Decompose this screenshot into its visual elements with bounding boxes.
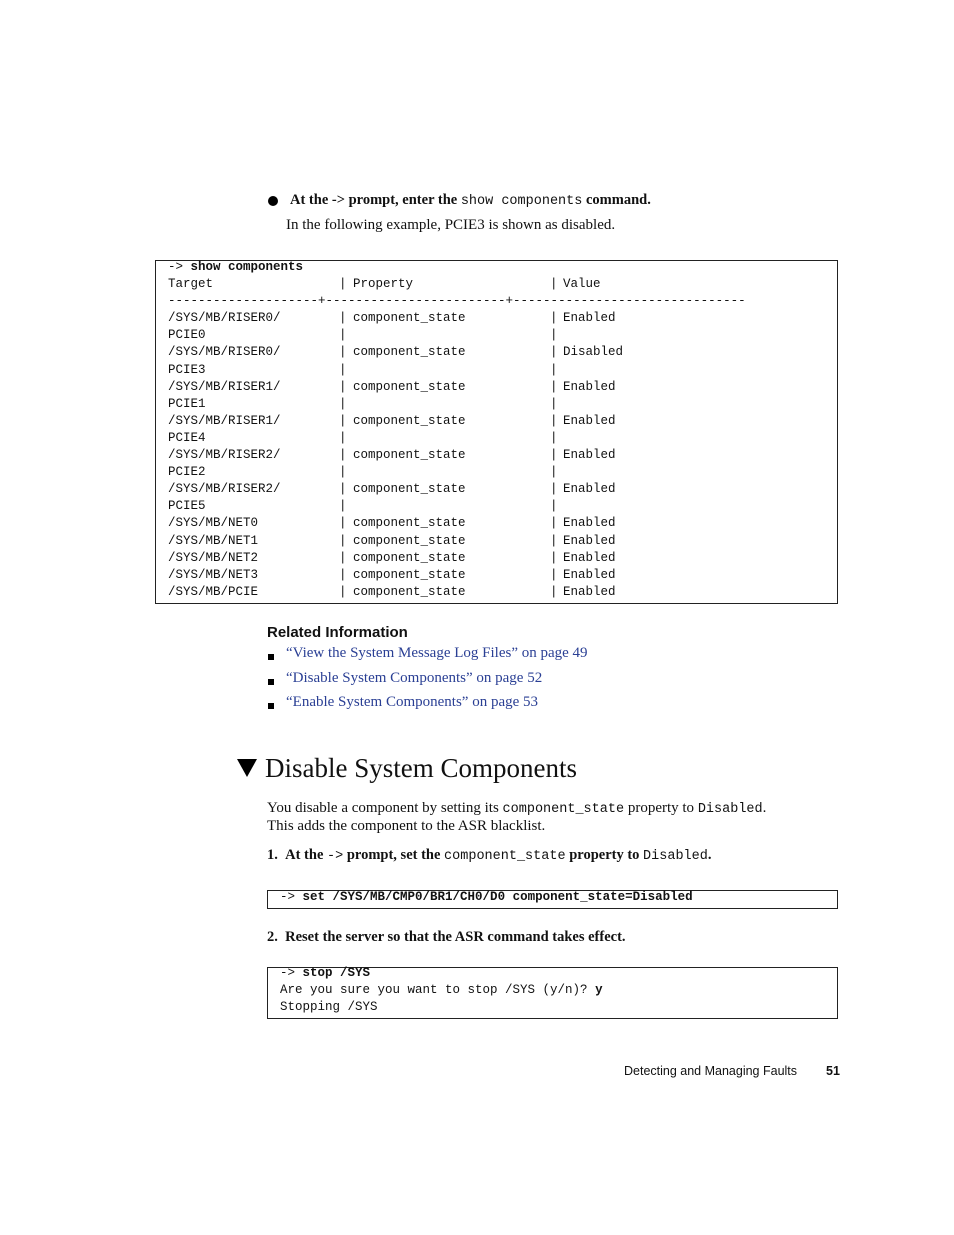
table-cell-value: Enabled	[563, 585, 616, 599]
step-number: 1.	[267, 847, 278, 863]
bullet-dot-icon	[268, 196, 278, 206]
table-column-divider: |	[550, 568, 558, 582]
table-column-divider: |	[550, 551, 558, 565]
table-cell-value: Enabled	[563, 551, 616, 565]
code-output: Are you sure you want to stop /SYS (y/n)?	[280, 983, 596, 997]
para-text: You disable a component by setting its	[267, 800, 503, 816]
table-cell-target: /SYS/MB/RISER0/	[168, 345, 281, 359]
table-cell-value: Enabled	[563, 568, 616, 582]
table-cell-target: /SYS/MB/RISER0/	[168, 311, 281, 325]
table-separator: --------------------+------------------------+-------------------------------	[168, 294, 746, 309]
table-cell-target: PCIE2	[168, 465, 206, 479]
step-text: prompt, set the	[343, 847, 445, 863]
table-cell-target: /SYS/MB/NET0	[168, 516, 259, 530]
table-cell-property: component_state	[353, 311, 466, 325]
table-cell-target: /SYS/MB/RISER2/	[168, 448, 281, 462]
table-cell-property: component_state	[353, 380, 466, 394]
table-cell-property: component_state	[353, 568, 466, 582]
table-cell-property: component_state	[353, 585, 466, 599]
table-cell-target: /SYS/MB/NET3	[168, 568, 259, 582]
related-link-view-log[interactable]: “View the System Message Log Files” on page 49	[286, 645, 588, 661]
code-command: stop /SYS	[302, 966, 371, 980]
code-stop-question-line	[280, 982, 603, 999]
step-2	[267, 929, 626, 946]
footer-page-number: 51	[826, 1064, 840, 1078]
table-cell-value: Enabled	[563, 482, 616, 496]
table-column-divider: |	[550, 482, 558, 496]
code-command: show components	[190, 260, 304, 274]
table-cell-target: /SYS/MB/NET2	[168, 551, 259, 565]
table-column-divider: |	[339, 534, 347, 548]
intro-note: In the following example, PCIE3 is shown as disabled.	[286, 217, 616, 233]
code-prompt: ->	[280, 966, 296, 980]
table-column-divider: |	[550, 328, 558, 342]
code-prompt: ->	[280, 890, 296, 904]
table-cell-target: /SYS/MB/RISER2/	[168, 482, 281, 496]
table-column-divider: |	[550, 448, 558, 462]
table-column-divider: |	[550, 431, 558, 445]
table-cell-target: PCIE0	[168, 328, 206, 342]
table-header-target: Target	[168, 277, 214, 291]
square-bullet-icon	[268, 703, 274, 709]
table-cell-property: component_state	[353, 482, 466, 496]
table-cell-target: PCIE3	[168, 363, 206, 377]
table-column-divider: |	[550, 534, 558, 548]
table-cell-value: Enabled	[563, 380, 616, 394]
table-column-divider: |	[550, 585, 558, 599]
step-text: .	[707, 847, 712, 863]
code-set-line	[280, 889, 693, 906]
table-column-divider: |	[550, 345, 558, 359]
table-cell-property: component_state	[353, 345, 466, 359]
table-cell-target: /SYS/MB/RISER1/	[168, 380, 281, 394]
code-answer: y	[595, 983, 603, 997]
table-column-divider: |	[550, 363, 558, 377]
step-code-property: component_state	[444, 849, 566, 864]
table-cell-property: component_state	[353, 448, 466, 462]
table-cell-target: PCIE1	[168, 397, 206, 411]
table-column-divider: |	[339, 551, 347, 565]
table-column-divider: |	[339, 465, 347, 479]
table-cell-target: /SYS/MB/NET1	[168, 534, 259, 548]
step-text: property to	[565, 847, 644, 863]
triangle-down-icon	[237, 759, 257, 777]
table-cell-property: component_state	[353, 534, 466, 548]
table-cell-value: Disabled	[563, 345, 624, 359]
section-paragraph-line1	[267, 799, 766, 819]
table-column-divider: |	[339, 414, 347, 428]
table-cell-target: /SYS/MB/PCIE	[168, 585, 259, 599]
table-column-divider: |	[339, 585, 347, 599]
code-prompt: ->	[168, 260, 184, 274]
code-stop-line	[280, 965, 370, 982]
table-cell-value: Enabled	[563, 414, 616, 428]
table-header-property: Property	[353, 277, 414, 291]
step-code-prompt: ->	[327, 849, 344, 864]
para-text: property to	[624, 800, 698, 816]
code-show-command-line	[168, 259, 303, 276]
table-cell-property: component_state	[353, 414, 466, 428]
table-cell-value: Enabled	[563, 448, 616, 462]
related-info-title: Related Information	[267, 624, 408, 641]
table-column-divider: |	[550, 499, 558, 513]
code-command: set /SYS/MB/CMP0/BR1/CH0/D0 component_state=Disabled	[302, 890, 693, 904]
step-1	[267, 847, 711, 864]
intro-step-prefix: At the -> prompt, enter the	[290, 192, 461, 208]
step-text: At the	[285, 847, 328, 863]
square-bullet-icon	[268, 654, 274, 660]
section-heading	[237, 753, 577, 784]
section-paragraph-line2: This adds the component to the ASR blacklist.	[267, 818, 546, 834]
step-code-value: Disabled	[643, 849, 708, 864]
table-column-divider: |	[550, 311, 558, 325]
table-cell-property: component_state	[353, 516, 466, 530]
table-cell-target: PCIE5	[168, 499, 206, 513]
table-cell-value: Enabled	[563, 516, 616, 530]
table-column-divider: |	[339, 277, 347, 291]
section-heading-text: Disable System Components	[265, 753, 577, 783]
intro-step-suffix: command.	[582, 192, 651, 208]
table-column-divider: |	[339, 311, 347, 325]
table-column-divider: |	[339, 345, 347, 359]
table-column-divider: |	[339, 482, 347, 496]
table-cell-target: /SYS/MB/RISER1/	[168, 414, 281, 428]
table-column-divider: |	[339, 380, 347, 394]
table-column-divider: |	[339, 363, 347, 377]
table-column-divider: |	[339, 431, 347, 445]
table-column-divider: |	[550, 277, 558, 291]
code-stop-output-line: Stopping /SYS	[280, 1000, 378, 1014]
square-bullet-icon	[268, 679, 274, 685]
table-cell-value: Enabled	[563, 311, 616, 325]
table-column-divider: |	[339, 397, 347, 411]
table-column-divider: |	[550, 516, 558, 530]
table-column-divider: |	[339, 516, 347, 530]
table-column-divider: |	[339, 448, 347, 462]
table-cell-property: component_state	[353, 551, 466, 565]
table-column-divider: |	[339, 328, 347, 342]
related-link-disable[interactable]: “Disable System Components” on page 52	[286, 670, 543, 686]
related-link-enable[interactable]: “Enable System Components” on page 53	[286, 694, 539, 710]
intro-step	[290, 192, 651, 209]
table-cell-target: PCIE4	[168, 431, 206, 445]
table-column-divider: |	[550, 414, 558, 428]
table-column-divider: |	[339, 568, 347, 582]
para-code-value: Disabled	[697, 802, 763, 817]
para-code-property: component_state	[502, 802, 625, 817]
para-text: .	[762, 800, 767, 816]
table-column-divider: |	[550, 465, 558, 479]
table-cell-value: Enabled	[563, 534, 616, 548]
table-column-divider: |	[550, 380, 558, 394]
step-text: Reset the server so that the ASR command takes effect.	[285, 929, 626, 945]
intro-step-command: show components	[460, 194, 583, 209]
table-column-divider: |	[339, 499, 347, 513]
footer-chapter: Detecting and Managing Faults	[624, 1064, 798, 1078]
table-column-divider: |	[550, 397, 558, 411]
table-header-value: Value	[563, 277, 601, 291]
step-number: 2.	[267, 929, 278, 945]
